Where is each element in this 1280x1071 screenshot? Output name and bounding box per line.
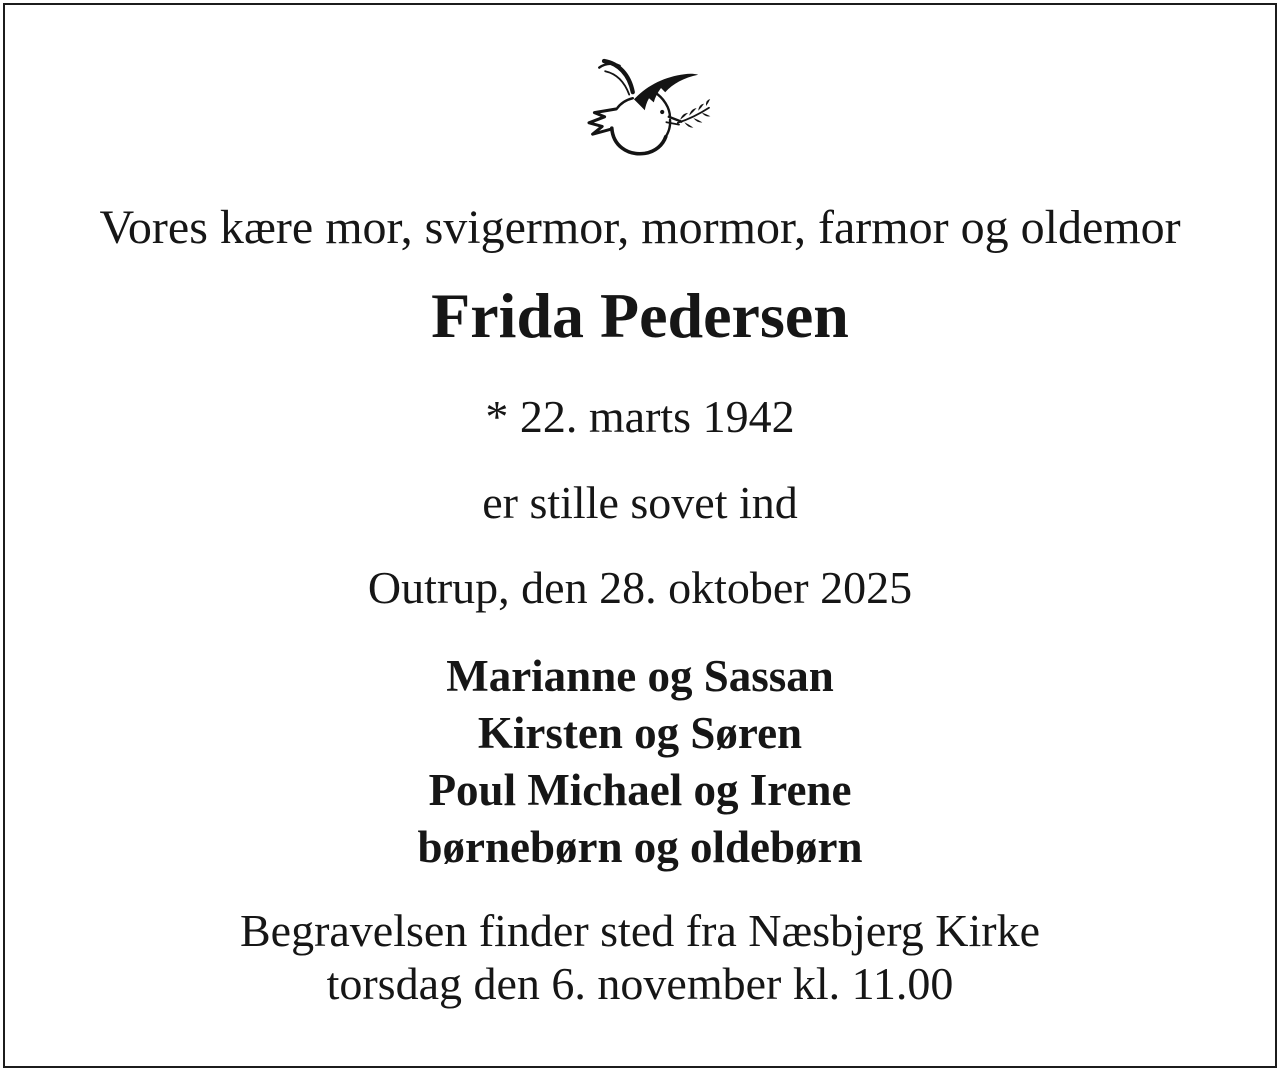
death-notice	[3, 3, 1277, 1068]
birth-date-line: * 22. marts 1942	[485, 391, 795, 443]
dove-olive-branch-icon	[29, 55, 1251, 181]
family-line: Poul Michael og Irene	[428, 764, 852, 815]
family-signatures	[29, 648, 1251, 876]
family-line: børnebørn og oldebørn	[417, 821, 863, 872]
family-line: Marianne og Sassan	[446, 650, 834, 701]
funeral-line: torsdag den 6. november kl. 11.00	[326, 957, 954, 1009]
place-date-line: Outrup, den 28. oktober 2025	[367, 562, 913, 614]
intro-line: Vores kære mor, svigermor, mormor, farmor og oldemor	[99, 201, 1181, 254]
passing-line: er stille sovet ind	[482, 476, 798, 528]
deceased-name: Frida Pedersen	[431, 279, 849, 351]
funeral-info	[29, 904, 1251, 1010]
family-line: Kirsten og Søren	[477, 707, 803, 758]
funeral-line: Begravelsen finder sted fra Næsbjerg Kirke	[239, 904, 1041, 956]
